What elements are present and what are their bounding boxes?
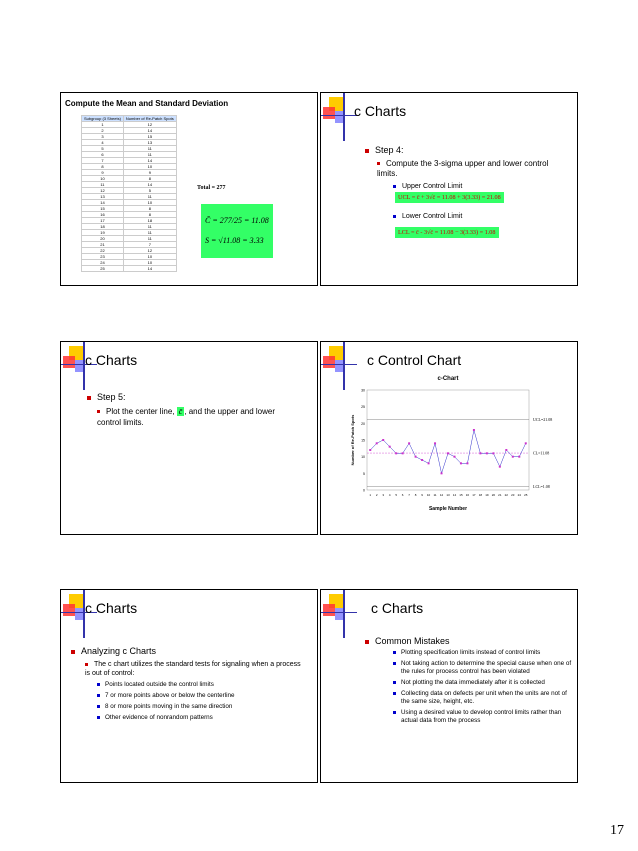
list-item: Collecting data on defects per unit when the units are not of the same size, height, etc. bbox=[393, 690, 573, 706]
x-axis-label: Sample Number bbox=[428, 506, 468, 512]
mistakes-heading: Common Mistakes bbox=[365, 636, 450, 647]
table-cell: 9 bbox=[123, 170, 176, 176]
slide-4-title: c Control Chart bbox=[367, 352, 462, 368]
table-cell: 12 bbox=[82, 188, 124, 194]
table-cell: 5 bbox=[82, 146, 124, 152]
table-cell: 12 bbox=[123, 248, 176, 254]
data-point bbox=[499, 466, 501, 468]
x-tick-label: 6 bbox=[401, 493, 404, 497]
table-cell: 8 bbox=[123, 212, 176, 218]
slide-5-title: c Charts bbox=[85, 600, 138, 616]
table-cell: 8 bbox=[123, 206, 176, 212]
data-point bbox=[518, 456, 520, 458]
table-cell: 14 bbox=[123, 128, 176, 134]
bullet-icon bbox=[97, 410, 100, 413]
slide-5 bbox=[60, 589, 318, 783]
data-point bbox=[395, 452, 397, 454]
y-axis-label: Number of Re-Patch Spots bbox=[350, 414, 355, 466]
table-cell: 15 bbox=[82, 206, 124, 212]
slide-6 bbox=[320, 589, 578, 783]
cl-label: CL=11.08 bbox=[533, 450, 550, 456]
bullet-icon bbox=[377, 162, 380, 165]
table-cell: 13 bbox=[123, 140, 176, 146]
bullet-icon bbox=[97, 705, 100, 708]
step-4-sub: Compute the 3-sigma upper and lower control limits. bbox=[377, 159, 549, 178]
x-tick-label: 21 bbox=[498, 493, 502, 497]
series-line bbox=[370, 430, 526, 473]
table-cell: 17 bbox=[82, 218, 124, 224]
x-tick-label: 1 bbox=[369, 493, 372, 497]
y-tick-label: 25 bbox=[361, 405, 365, 410]
list-item: Using a desired value to develop control limits rather than actual data from the process bbox=[393, 709, 573, 725]
lcl-formula: LCL = c̄ - 3√c̄ = 11.08 − 3(3.33) = 1.08 bbox=[395, 227, 499, 238]
slide-4 bbox=[320, 341, 578, 535]
data-point bbox=[389, 446, 391, 448]
x-tick-label: 7 bbox=[408, 493, 410, 497]
ucl-formula: UCL = c̄ + 3√c̄ = 11.08 + 3(3.33) = 21.08 bbox=[395, 192, 504, 203]
data-point bbox=[421, 459, 423, 461]
slide-3-title: c Charts bbox=[85, 352, 138, 368]
center-line-symbol: c̄ bbox=[178, 407, 183, 416]
data-point bbox=[428, 462, 430, 464]
bullet-icon bbox=[365, 640, 369, 644]
table-cell: 12 bbox=[123, 122, 176, 128]
plot-area bbox=[367, 390, 529, 490]
data-point bbox=[382, 439, 384, 441]
bullet-icon bbox=[393, 681, 396, 684]
table-cell: 24 bbox=[82, 260, 124, 266]
table-cell: 11 bbox=[82, 182, 124, 188]
analyzing-sub: The c chart utilizes the standard tests for signaling when a process is out of control: bbox=[85, 661, 301, 677]
data-point bbox=[415, 456, 417, 458]
table-cell: 9 bbox=[82, 170, 124, 176]
bullet-icon bbox=[393, 185, 396, 188]
data-point bbox=[473, 429, 475, 431]
table-cell: 8 bbox=[123, 176, 176, 182]
x-tick-label: 2 bbox=[375, 493, 378, 497]
table-cell: 10 bbox=[123, 164, 176, 170]
step-5: Step 5: bbox=[87, 392, 126, 403]
x-tick-label: 3 bbox=[382, 493, 385, 497]
bullet-icon bbox=[97, 683, 100, 686]
data-point bbox=[447, 452, 449, 454]
list-item: Points located outside the control limits bbox=[97, 681, 307, 689]
table-cell: 11 bbox=[123, 152, 176, 158]
table-cell: 5 bbox=[123, 188, 176, 194]
bullet-icon bbox=[97, 716, 100, 719]
data-point bbox=[512, 456, 514, 458]
table-cell: 10 bbox=[123, 254, 176, 260]
x-tick-label: 24 bbox=[517, 493, 521, 497]
table-cell: 11 bbox=[123, 224, 176, 230]
lcl-label: LCL=1.08 bbox=[533, 483, 550, 489]
table-cell: 14 bbox=[123, 158, 176, 164]
x-tick-label: 12 bbox=[439, 493, 444, 497]
table-cell: 14 bbox=[123, 266, 176, 272]
table-cell: 10 bbox=[82, 176, 124, 182]
y-tick-label: 10 bbox=[361, 455, 365, 460]
x-tick-label: 23 bbox=[511, 493, 515, 497]
data-point bbox=[441, 472, 443, 474]
table-cell: 10 bbox=[123, 200, 176, 206]
ucl-label: UCL=21.08 bbox=[533, 417, 553, 423]
table-cell: 22 bbox=[82, 248, 124, 254]
y-tick-label: 30 bbox=[361, 388, 365, 393]
table-cell: 14 bbox=[82, 200, 124, 206]
table-cell: 23 bbox=[82, 254, 124, 260]
data-point bbox=[376, 442, 378, 444]
x-tick-label: 19 bbox=[485, 493, 489, 497]
table-cell: 19 bbox=[82, 230, 124, 236]
x-tick-label: 20 bbox=[491, 493, 496, 497]
bullet-icon bbox=[365, 149, 369, 153]
list-item: Plotting specification limits instead of control limits bbox=[393, 649, 573, 657]
data-point bbox=[492, 452, 494, 454]
data-point bbox=[453, 456, 455, 458]
x-tick-label: 5 bbox=[395, 493, 397, 497]
list-item: Not taking action to determine the special cause when one of the rules for process control has been violated bbox=[393, 660, 573, 676]
y-tick-label: 5 bbox=[363, 471, 365, 476]
y-tick-label: 20 bbox=[361, 421, 365, 426]
step-4: Step 4: bbox=[365, 145, 404, 156]
signal-list bbox=[97, 681, 307, 725]
slide-6-title: c Charts bbox=[371, 600, 424, 616]
mean-formula: C̄ = 277/25 = 11.08 bbox=[205, 216, 269, 225]
x-tick-label: 14 bbox=[452, 493, 457, 497]
table-cell: 2 bbox=[82, 128, 124, 134]
data-point bbox=[434, 442, 436, 444]
table-cell: 11 bbox=[123, 194, 176, 200]
table-cell: 3 bbox=[82, 134, 124, 140]
table-cell: 20 bbox=[82, 236, 124, 242]
table-cell: 7 bbox=[123, 242, 176, 248]
table-cell: 6 bbox=[82, 152, 124, 158]
table-cell: 13 bbox=[82, 194, 124, 200]
y-tick-label: 0 bbox=[363, 488, 365, 493]
table-cell: 8 bbox=[82, 164, 124, 170]
bullet-icon bbox=[85, 663, 88, 666]
data-point bbox=[486, 452, 488, 454]
page-number: 17 bbox=[610, 823, 624, 838]
bullet-icon bbox=[71, 650, 75, 654]
list-item: Other evidence of nonrandom patterns bbox=[97, 714, 307, 722]
table-cell: 16 bbox=[82, 212, 124, 218]
data-point bbox=[479, 452, 481, 454]
slide-1-title: Compute the Mean and Standard Deviation bbox=[65, 99, 229, 108]
x-tick-label: 11 bbox=[433, 493, 437, 497]
bullet-icon bbox=[393, 215, 396, 218]
y-tick-label: 15 bbox=[361, 438, 365, 443]
ucl-label: Upper Control Limit bbox=[393, 182, 462, 191]
bullet-icon bbox=[97, 694, 100, 697]
table-cell: 1 bbox=[82, 122, 124, 128]
table-row bbox=[82, 266, 177, 272]
table-cell: 15 bbox=[123, 134, 176, 140]
table-cell: 18 bbox=[82, 224, 124, 230]
table-cell: 11 bbox=[123, 236, 176, 242]
x-tick-label: 10 bbox=[426, 493, 431, 497]
sd-formula: S = √11.08 = 3.33 bbox=[205, 236, 264, 245]
slide-3 bbox=[60, 341, 318, 535]
x-tick-label: 17 bbox=[472, 493, 476, 497]
data-table bbox=[81, 115, 177, 272]
table-cell: 10 bbox=[123, 260, 176, 266]
table-header-subgroup: Subgroup (3 Sheets) bbox=[82, 116, 124, 122]
x-tick-label: 16 bbox=[465, 493, 470, 497]
analyzing-heading: Analyzing c Charts bbox=[71, 646, 156, 657]
data-point bbox=[369, 449, 371, 451]
table-cell: 21 bbox=[82, 242, 124, 248]
table-cell: 18 bbox=[123, 218, 176, 224]
data-point bbox=[505, 449, 507, 451]
step-5-sub: Plot the center line, c̄ , and the upper and lower control limits. bbox=[97, 407, 276, 427]
slide-decoration bbox=[321, 590, 361, 640]
total-label: Total = 277 bbox=[197, 185, 226, 191]
table-cell: 7 bbox=[82, 158, 124, 164]
slide-2 bbox=[320, 92, 578, 286]
bullet-icon bbox=[87, 396, 91, 400]
list-item: Not plotting the data immediately after it is collected bbox=[393, 679, 573, 687]
data-point bbox=[460, 462, 462, 464]
x-tick-label: 25 bbox=[524, 493, 528, 497]
data-point bbox=[466, 462, 468, 464]
bullet-icon bbox=[393, 692, 396, 695]
x-tick-label: 13 bbox=[446, 493, 450, 497]
bullet-icon bbox=[393, 651, 396, 654]
table-cell: 4 bbox=[82, 140, 124, 146]
x-tick-label: 18 bbox=[478, 493, 483, 497]
table-cell: 14 bbox=[123, 182, 176, 188]
data-point bbox=[408, 442, 410, 444]
c-chart bbox=[349, 370, 575, 520]
table-cell: 11 bbox=[123, 146, 176, 152]
table-cell: 25 bbox=[82, 266, 124, 272]
x-tick-label: 22 bbox=[504, 493, 508, 497]
mistakes-list bbox=[393, 649, 573, 728]
table-header-spots: Number of Re-Patch Spots bbox=[123, 116, 176, 122]
slide-2-title: c Charts bbox=[354, 103, 407, 119]
x-tick-label: 4 bbox=[388, 493, 391, 497]
table-cell: 11 bbox=[123, 230, 176, 236]
x-tick-label: 8 bbox=[414, 493, 417, 497]
data-point bbox=[402, 452, 404, 454]
bullet-icon bbox=[393, 662, 396, 665]
x-tick-label: 15 bbox=[459, 493, 463, 497]
mean-formula-box bbox=[201, 204, 273, 258]
x-tick-label: 9 bbox=[421, 493, 423, 497]
list-item: 7 or more points above or below the centerline bbox=[97, 692, 307, 700]
lcl-label: Lower Control Limit bbox=[393, 212, 462, 221]
data-point bbox=[525, 442, 527, 444]
slide-1 bbox=[60, 92, 318, 286]
bullet-icon bbox=[393, 711, 396, 714]
chart-title: c-Chart bbox=[437, 376, 459, 382]
list-item: 8 or more points moving in the same direction bbox=[97, 703, 307, 711]
